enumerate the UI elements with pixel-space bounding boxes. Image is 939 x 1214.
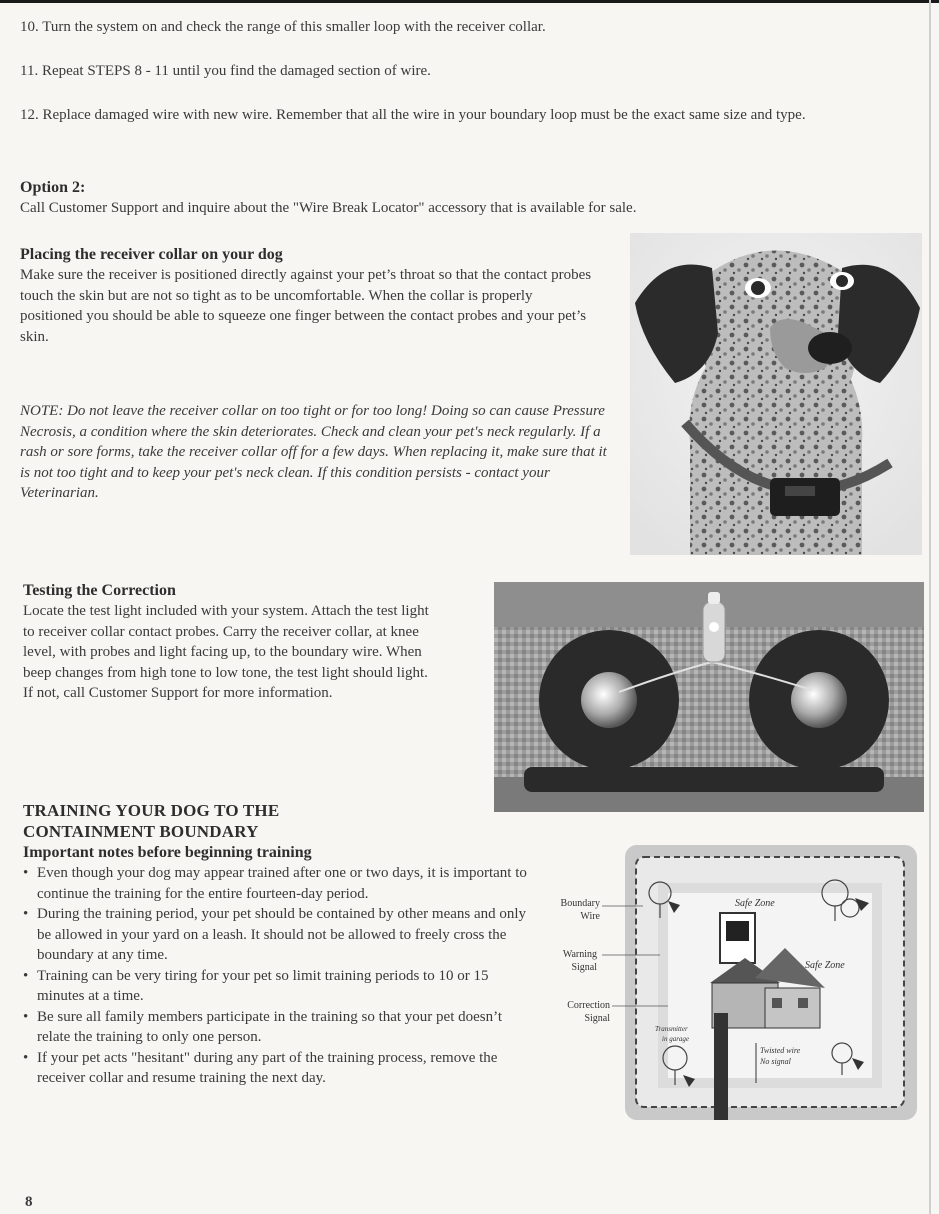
label-safe-zone-top: Safe Zone [735, 898, 775, 909]
placing-body: Make sure the receiver is positioned directly against your pet’s throat so that the contact probes touch the skin but are not so tight as to be uncomfortable. When the collar is properly positioned you should be able to squeeze one finger between the contact probes and your pet’s skin. [20, 267, 592, 345]
right-edge-rule [929, 0, 931, 1214]
option-2-body: Call Customer Support and inquire about the "Wire Break Locator" accessory that is available for sale. [20, 200, 637, 216]
training-bullet: • During the training period, your pet should be contained by other means and only be allowed in your yard on a leash. It should not be allowed to freely cross the boundary at any time. [23, 904, 528, 966]
training-bullet: • If your pet acts "hesitant" during any part of the training process, remove the receiver collar and resume training the next day. [23, 1048, 528, 1089]
label-twisted-wire-1: Twisted wire [760, 1046, 801, 1055]
step-10: 10. Turn the system on and check the range of this smaller loop with the receiver collar. [20, 19, 546, 35]
boundary-diagram [540, 843, 920, 1123]
training-bullet: • Even though your dog may appear trained after one or two days, it is important to continue the training for the entire fourteen-day period. [23, 863, 528, 904]
label-transmitter-2: in garage [662, 1035, 690, 1043]
label-warning-signal-2: Signal [571, 962, 597, 973]
label-boundary-wire-2: Wire [580, 911, 600, 922]
label-warning-signal-1: Warning [562, 949, 597, 960]
page-number: 8 [25, 1194, 33, 1210]
testing-body: Locate the test light included with your system. Attach the test light to receiver collar contact probes. Carry the receiver collar, at knee level, with probes and light facing up, to the boundary wire. When beep changes from high tone to low tone, the test light should light. If not, call Customer Support for more information. [23, 603, 429, 701]
training-notes [23, 863, 528, 1089]
training-heading-line-1: TRAINING YOUR DOG TO THE [23, 801, 280, 820]
top-rule [0, 0, 939, 3]
step-11: 11. Repeat STEPS 8 - 11 until you find the damaged section of wire. [20, 63, 431, 79]
placing-note: NOTE: Do not leave the receiver collar on too tight or for too long! Doing so can cause Pressure Necrosis, a condition where the skin deteriorates. Check and clean your pet's neck regularly. If a rash or sore forms, take the receiver collar off for a few days. When replacing it, make sure that it is not too tight and to keep your pet's neck clean. If this condition persists - contact your Veterinarian. [20, 403, 607, 501]
testing-heading: Testing the Correction [23, 582, 176, 599]
placing-heading: Placing the receiver collar on your dog [20, 246, 283, 263]
label-safe-zone-right: Safe Zone [805, 960, 845, 971]
training-heading-line-2: CONTAINMENT BOUNDARY [23, 822, 259, 841]
test-light-collar-photo [494, 582, 924, 812]
dog-photo [630, 233, 922, 555]
training-bullet: • Be sure all family members participate in the training so that your pet doesn’t relate the training to only one person. [23, 1007, 528, 1048]
label-boundary-wire-1: Boundary [560, 898, 600, 909]
label-twisted-wire-2: No signal [760, 1057, 791, 1066]
option-2-heading: Option 2: [20, 179, 86, 196]
label-correction-signal-1: Correction [567, 1000, 610, 1011]
training-bullet: • Training can be very tiring for your pet so limit training periods to 10 or 15 minutes at a time. [23, 966, 528, 1007]
label-correction-signal-2: Signal [584, 1013, 610, 1024]
label-transmitter-1: Transmitter [655, 1025, 688, 1033]
step-12: 12. Replace damaged wire with new wire. Remember that all the wire in your boundary loop must be the exact same size and type. [20, 107, 806, 123]
training-subheading: Important notes before beginning training [23, 844, 312, 861]
